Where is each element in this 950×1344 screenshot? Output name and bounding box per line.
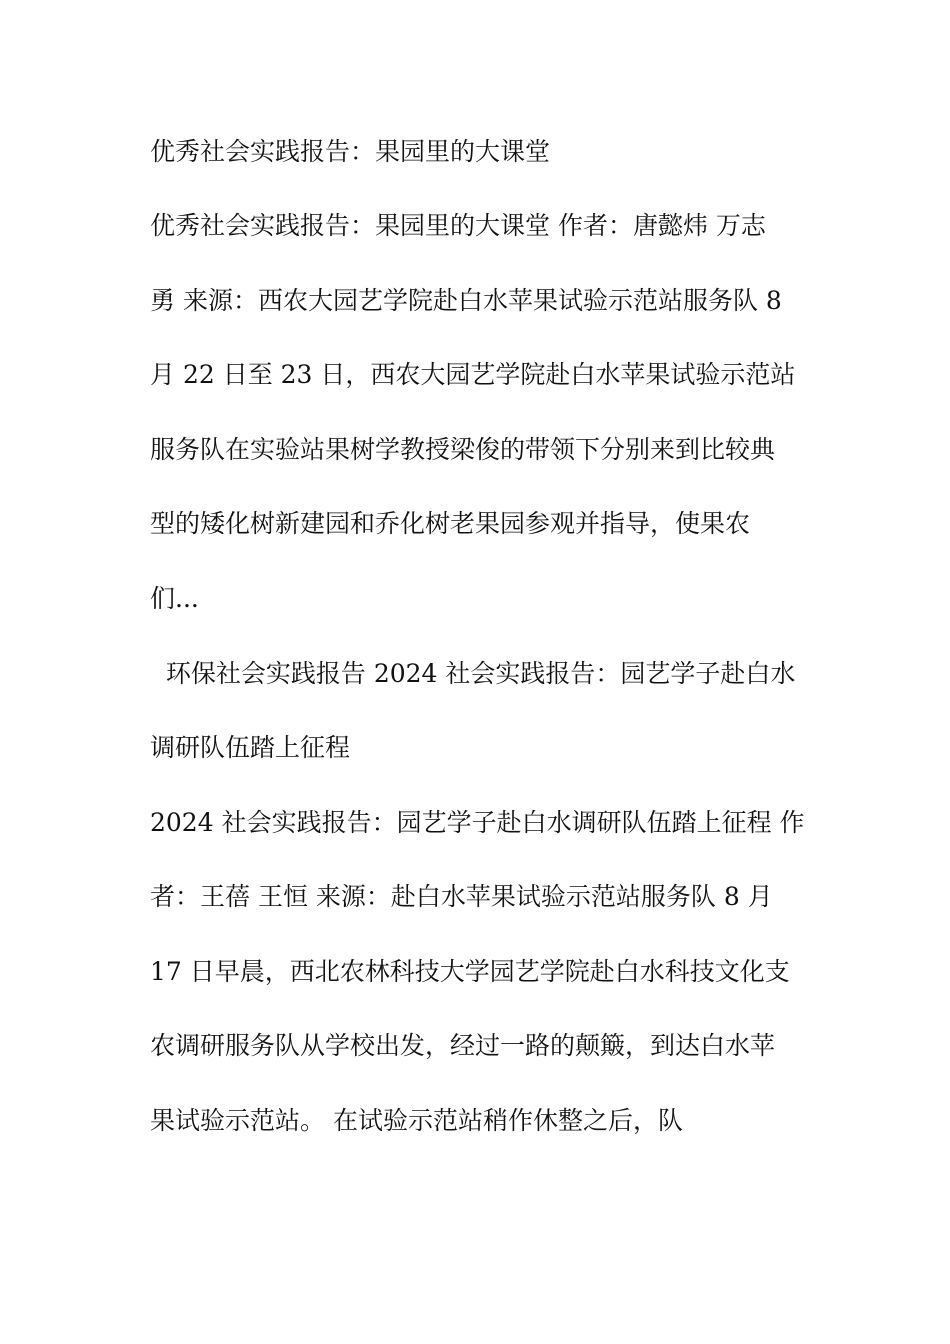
- article-title-2-line-2: 调研队伍踏上征程: [150, 733, 351, 762]
- article-title-2-line-1: 环保社会实践报告 2024 社会实践报告：园艺学子赴白水: [150, 659, 796, 688]
- article-1-line-5: 型的矮化树新建园和乔化树老果园参观并指导，使果农: [150, 509, 751, 538]
- article-2-line-5: 果试验示范站。 在试验示范站稍作休整之后，队: [150, 1106, 683, 1135]
- article-1-line-1: 优秀社会实践报告：果园里的大课堂 作者：唐懿炜 万志: [150, 211, 766, 240]
- article-2-line-1: 2024 社会实践报告：园艺学子赴白水调研队伍踏上征程 作: [150, 808, 805, 837]
- article-2-line-3: 17 日早晨，西北农林科技大学园艺学院赴白水科技文化支: [150, 957, 790, 986]
- article-2-line-2: 者：王蓓 王恒 来源：赴白水苹果试验示范站服务队 8 月: [150, 882, 773, 911]
- article-1-line-4: 服务队在实验站果树学教授梁俊的带领下分别来到比较典: [150, 435, 776, 464]
- article-2-line-4: 农调研服务队从学校出发，经过一路的颠簸，到达白水苹: [150, 1031, 776, 1060]
- article-1-line-3: 月 22 日至 23 日，西农大园艺学院赴白水苹果试验示范站: [150, 360, 796, 389]
- article-1-line-2: 勇 来源：西农大园艺学院赴白水苹果试验示范站服务队 8: [150, 286, 782, 315]
- article-1-line-6: 们...: [150, 584, 199, 613]
- article-title-1: 优秀社会实践报告：果园里的大课堂: [150, 137, 551, 166]
